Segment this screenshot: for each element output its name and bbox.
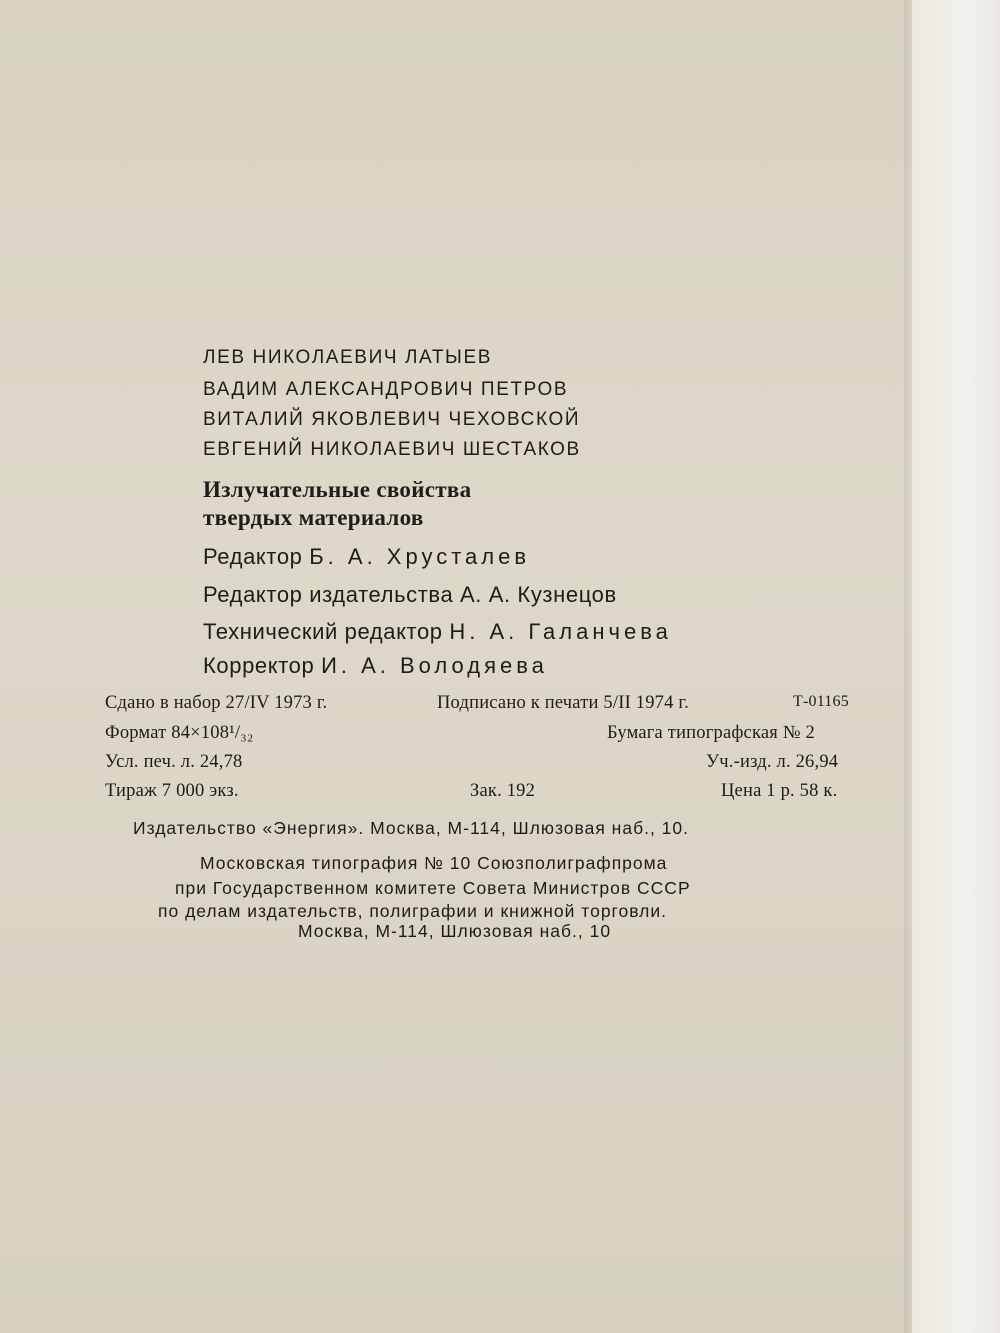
- order-number: Зак. 192: [470, 781, 536, 801]
- editor-role: Редактор: [203, 544, 303, 569]
- publisher-editor-role: Редактор издательства: [203, 582, 454, 607]
- author-2: ВАДИМ АЛЕКСАНДРОВИЧ ПЕТРОВ: [203, 379, 569, 400]
- publisher-editor-credit: [203, 584, 617, 606]
- print-code: Т-01165: [793, 693, 849, 710]
- editor-credit: [203, 546, 530, 568]
- printer-line-2: при Государственном комитете Совета Министров СССР: [175, 878, 691, 898]
- editor-name: Б. А. Хрусталев: [309, 544, 531, 569]
- tech-editor-name: Н. А. Галанчева: [449, 619, 672, 644]
- publisher-address: Издательство «Энергия». Москва, М-114, Шлюзовая наб., 10.: [133, 818, 690, 838]
- price: Цена 1 р. 58 к.: [721, 781, 838, 801]
- printer-line-4: Москва, М-114, Шлюзовая наб., 10: [298, 921, 612, 941]
- adjacent-page-edge: [912, 0, 1000, 1333]
- paper-type: Бумага типографская № 2: [607, 723, 815, 743]
- printer-line-3: по делам издательств, полиграфии и книжной торговли.: [158, 901, 668, 921]
- print-run: Тираж 7 000 экз.: [105, 781, 239, 801]
- publisher-sheets: Уч.-изд. л. 26,94: [706, 752, 839, 772]
- book-title-line-2: твердых материалов: [203, 505, 424, 530]
- submitted-date: Сдано в набор 27/IV 1973 г.: [105, 693, 328, 713]
- author-3: ВИТАЛИЙ ЯКОВЛЕВИЧ ЧЕХОВСКОЙ: [203, 409, 581, 430]
- printed-sheets: Усл. печ. л. 24,78: [105, 752, 243, 772]
- proofreader-credit: [203, 655, 548, 677]
- signed-date: Подписано к печати 5/II 1974 г.: [437, 693, 689, 713]
- proofreader-role: Корректор: [203, 653, 315, 678]
- proofreader-name: И. А. Володяева: [321, 653, 548, 678]
- printer-line-1: Московская типография № 10 Союзполиграфпрома: [200, 853, 668, 873]
- tech-editor-role: Технический редактор: [203, 619, 443, 644]
- book-title-line-1: Излучательные свойства: [203, 477, 472, 502]
- publisher-editor-name: А. А. Кузнецов: [460, 582, 617, 607]
- author-1: ЛЕВ НИКОЛАЕВИЧ ЛАТЫЕВ: [203, 347, 493, 368]
- format: Формат 84×108¹/₃₂: [105, 723, 254, 743]
- tech-editor-credit: [203, 621, 672, 643]
- author-4: ЕВГЕНИЙ НИКОЛАЕВИЧ ШЕСТАКОВ: [203, 439, 581, 460]
